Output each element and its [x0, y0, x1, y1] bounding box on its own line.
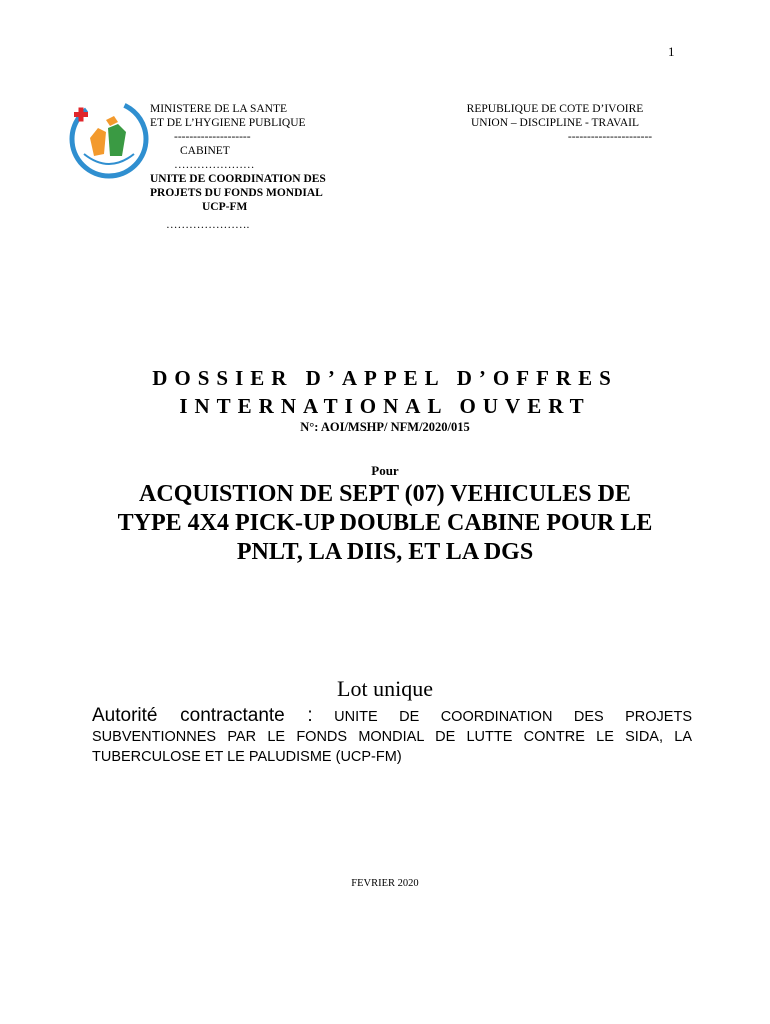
subject-line2: TYPE 4X4 PICK-UP DOUBLE CABINE POUR LE — [117, 510, 653, 536]
subject-title — [60, 480, 710, 567]
authority-text: UNITE DE COORDINATION DES PROJETS SUBVENTIONNES PAR LE FONDS MONDIAL DE LUTTE CONTRE LE SIDA, LA TUBERCULOSE ET LE PALUDISME (UCP-FM) — [92, 709, 692, 765]
page-number: 1 — [668, 44, 675, 59]
cabinet-label: CABINET — [180, 145, 230, 157]
unit-name-line1: UNITE DE COORDINATION DES — [150, 173, 326, 185]
unit-acronym: UCP-FM — [202, 201, 248, 213]
separator: -------------------- — [174, 131, 251, 143]
republic-name: REPUBLIQUE DE COTE D’IVOIRE — [466, 103, 644, 115]
document-title — [0, 364, 770, 420]
ministry-name-line2: ET DE L’HYGIENE PUBLIQUE — [150, 117, 306, 129]
subject-line3: PNLT, LA DIIS, ET LA DGS — [236, 539, 534, 565]
document-date: FEVRIER 2020 — [351, 878, 419, 889]
republic-motto: UNION – DISCIPLINE - TRAVAIL — [470, 117, 640, 129]
pour-label: Pour — [371, 463, 399, 478]
unit-name-line2: PROJETS DU FONDS MONDIAL — [150, 187, 323, 199]
title-line1: DOSSIER D’APPEL D’OFFRES — [152, 366, 618, 390]
contracting-authority — [92, 706, 692, 767]
republic-header — [430, 102, 680, 144]
authority-label: Autorité contractante : — [92, 705, 313, 726]
ministry-name-line1: MINISTERE DE LA SANTE — [150, 103, 288, 115]
separator: ---------------------- — [567, 131, 653, 143]
ministry-logo-icon — [68, 98, 150, 180]
ministry-header — [150, 102, 326, 232]
subject-line1: ACQUISTION DE SEPT (07) VEHICULES DE — [139, 481, 631, 507]
lot-label: Lot unique — [337, 676, 433, 701]
title-line2: INTERNATIONAL OUVERT — [179, 394, 591, 418]
separator: ………………… — [174, 159, 255, 171]
reference-number: N°: AOI/MSHP/ NFM/2020/015 — [300, 420, 470, 434]
separator: …………………. — [166, 219, 250, 231]
